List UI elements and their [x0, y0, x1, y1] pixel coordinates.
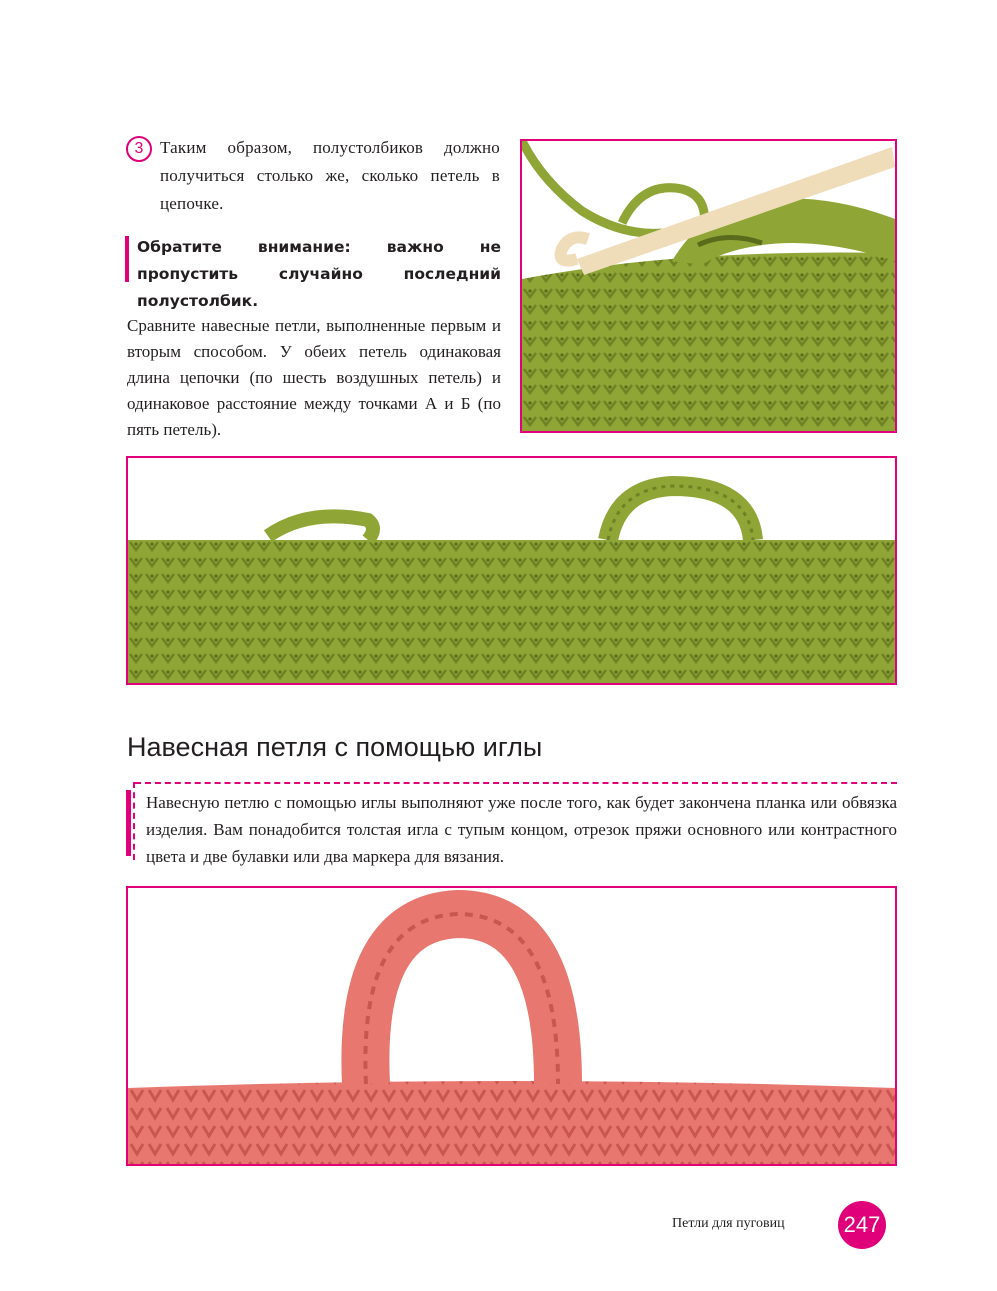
- comparison-paragraph: Сравните навесные петли, выполненные первым и вторым способом. У обеих петель одинаковая длина цепочки (по шесть воздушных петель) и одинаковое расстояние между точками А и Б (по пять петель).: [127, 316, 501, 439]
- intro-accent-bar: [126, 790, 131, 856]
- note-body: важно не пропустить случайно последний полустолбик.: [137, 238, 501, 310]
- photo-coral-loop-illustration: [128, 888, 895, 1164]
- dashed-divider-vertical: [133, 782, 135, 860]
- note-callout: [137, 234, 501, 315]
- page-number-badge: 247: [838, 1201, 886, 1249]
- step-3-text: Таким образом, полустолбиков должно получиться столько же, сколько петель в цепочке.: [160, 138, 500, 213]
- photo-hook-green-swatch: [520, 139, 897, 433]
- photo-green-loops-illustration: [128, 458, 895, 683]
- section-intro: Навесную петлю с помощью иглы выполняют уже после того, как будет закончена планка или обвязка изделия. Вам понадобится толстая игла с тупым концом, отрезок пряжи основного или контрастного цвета и две булавки или два маркера для вязания.: [146, 793, 897, 866]
- note-lead: Обратите внимание:: [137, 238, 351, 256]
- dashed-divider: [135, 782, 897, 784]
- step-number-badge: 3: [126, 136, 152, 162]
- photo-coral-loop: [126, 886, 897, 1166]
- photo-green-hanging-loops: [126, 456, 897, 685]
- note-accent-bar: [125, 236, 129, 282]
- photo-hook-green-illustration: [522, 141, 895, 431]
- section-title: Навесная петля с помощью иглы: [127, 732, 543, 762]
- running-footer-chapter: Петли для пуговиц: [672, 1216, 785, 1231]
